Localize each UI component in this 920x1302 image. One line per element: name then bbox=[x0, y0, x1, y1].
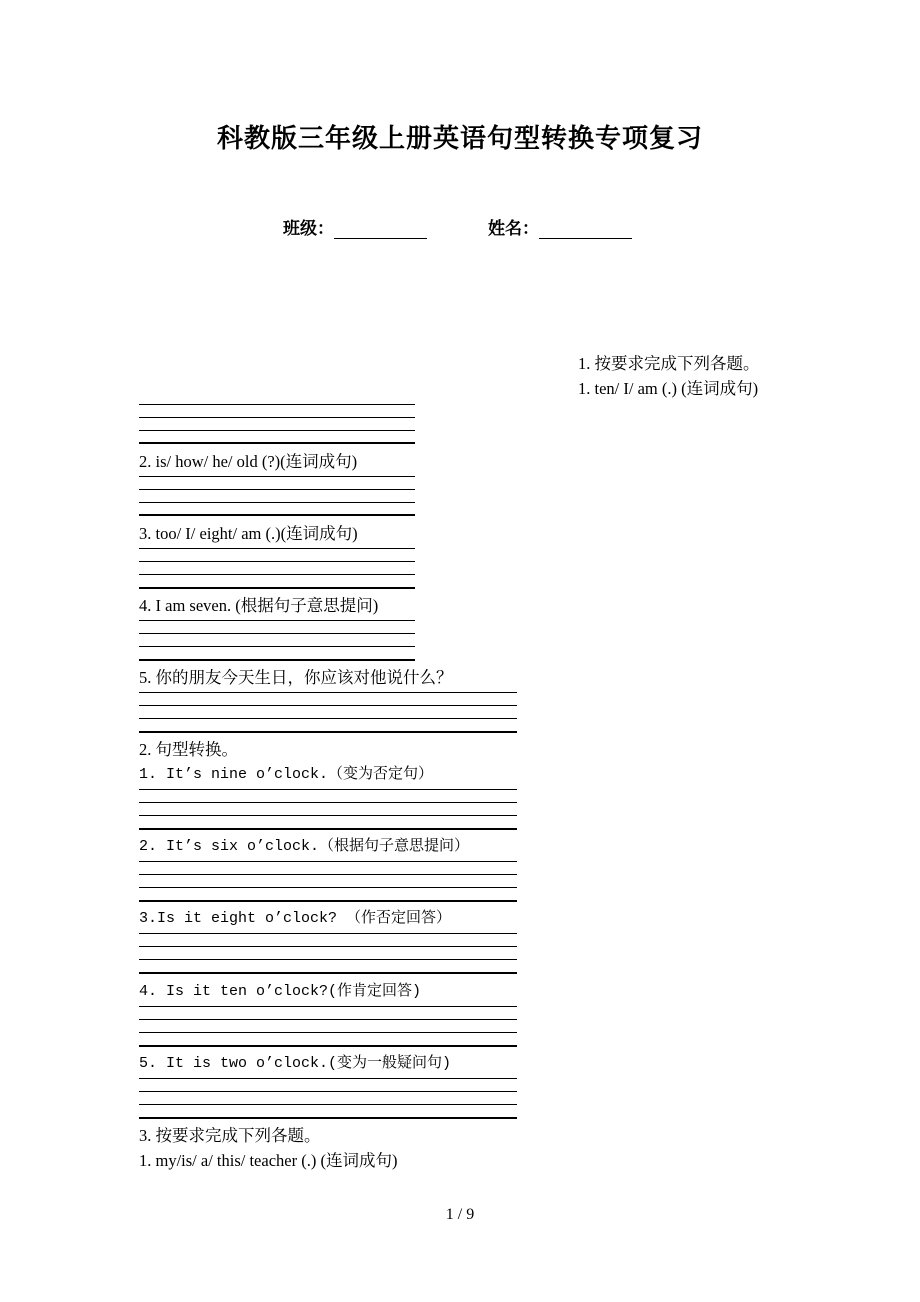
answer-line[interactable] bbox=[139, 417, 415, 418]
section2-item-5: 5. It is two o’clock.(变为一般疑问句) bbox=[139, 1055, 452, 1072]
answer-line[interactable] bbox=[139, 1091, 517, 1092]
answer-line[interactable] bbox=[139, 828, 517, 830]
answer-line[interactable] bbox=[139, 815, 517, 816]
answer-line[interactable] bbox=[139, 802, 517, 803]
answer-line[interactable] bbox=[139, 731, 517, 733]
answer-line[interactable] bbox=[139, 705, 517, 706]
answer-line[interactable] bbox=[139, 404, 415, 405]
answer-line[interactable] bbox=[139, 1104, 517, 1105]
answer-line[interactable] bbox=[139, 1045, 517, 1047]
section2-item-3: 3.Is it eight o’clock? （作否定回答） bbox=[139, 910, 452, 927]
class-field bbox=[283, 214, 427, 239]
class-blank[interactable] bbox=[334, 220, 427, 239]
answer-line[interactable] bbox=[139, 789, 517, 790]
section1-item-4: 4. I am seven. (根据句子意思提问) bbox=[139, 596, 379, 615]
answer-line[interactable] bbox=[139, 476, 415, 477]
answer-line[interactable] bbox=[139, 1117, 517, 1119]
answer-line[interactable] bbox=[139, 548, 415, 549]
answer-line[interactable] bbox=[139, 1019, 517, 1020]
section1-item-1: 1. ten/ I/ am (.) (连词成句) bbox=[578, 379, 759, 398]
page-number: 1 / 9 bbox=[445, 1206, 475, 1223]
section1-item-3: 3. too/ I/ eight/ am (.)(连词成句) bbox=[139, 524, 358, 543]
answer-line[interactable] bbox=[139, 442, 415, 444]
answer-line[interactable] bbox=[139, 430, 415, 431]
answer-line[interactable] bbox=[139, 946, 517, 947]
answer-line[interactable] bbox=[139, 620, 415, 621]
section1-item-2: 2. is/ how/ he/ old (?)(连词成句) bbox=[139, 452, 358, 471]
answer-line[interactable] bbox=[139, 646, 415, 647]
answer-line[interactable] bbox=[139, 514, 415, 516]
answer-line[interactable] bbox=[139, 900, 517, 902]
answer-line[interactable] bbox=[139, 887, 517, 888]
answer-line[interactable] bbox=[139, 1078, 517, 1079]
answer-line[interactable] bbox=[139, 692, 517, 693]
page-title: 科教版三年级上册英语句型转换专项复习 bbox=[216, 124, 703, 153]
answer-line[interactable] bbox=[139, 633, 415, 634]
class-label: 班级： bbox=[283, 219, 334, 238]
section2-heading: 2. 句型转换。 bbox=[139, 740, 238, 759]
answer-line[interactable] bbox=[139, 1032, 517, 1033]
section2-item-4: 4. Is it ten o’clock?(作肯定回答) bbox=[139, 983, 422, 1000]
answer-line[interactable] bbox=[139, 574, 415, 575]
answer-line[interactable] bbox=[139, 718, 517, 719]
name-field bbox=[488, 214, 632, 239]
name-blank[interactable] bbox=[539, 220, 632, 239]
answer-line[interactable] bbox=[139, 874, 517, 875]
name-label: 姓名： bbox=[488, 219, 539, 238]
answer-line[interactable] bbox=[139, 1006, 517, 1007]
section1-item-5: 5. 你的朋友今天生日，你应该对他说什么？ bbox=[139, 668, 453, 687]
answer-line[interactable] bbox=[139, 861, 517, 862]
answer-line[interactable] bbox=[139, 972, 517, 974]
answer-line[interactable] bbox=[139, 659, 415, 661]
answer-line[interactable] bbox=[139, 489, 415, 490]
answer-line[interactable] bbox=[139, 587, 415, 589]
section2-item-1: 1. It’s nine o’clock.（变为否定句） bbox=[139, 766, 434, 783]
section2-item-2: 2. It’s six o’clock.（根据句子意思提问） bbox=[139, 838, 470, 855]
answer-line[interactable] bbox=[139, 959, 517, 960]
section1-heading: 1. 按要求完成下列各题。 bbox=[578, 354, 760, 373]
answer-line[interactable] bbox=[139, 933, 517, 934]
section3-heading: 3. 按要求完成下列各题。 bbox=[139, 1126, 321, 1145]
section3-item-1: 1. my/is/ a/ this/ teacher (.) (连词成句) bbox=[139, 1151, 398, 1170]
answer-line[interactable] bbox=[139, 502, 415, 503]
answer-line[interactable] bbox=[139, 561, 415, 562]
